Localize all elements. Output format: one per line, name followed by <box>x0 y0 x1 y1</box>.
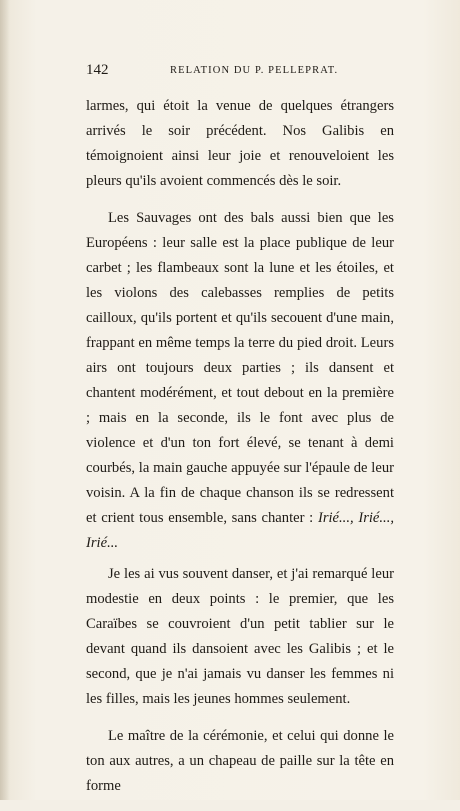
page-header <box>86 62 386 80</box>
page-gutter-shadow <box>0 0 10 800</box>
page-number: 142 <box>86 62 109 78</box>
paragraph-text: Le maître de la cérémonie, et celui qui donne le ton aux autres, a un chapeau de paille sur la tête en forme <box>86 728 394 794</box>
italic-chant: Irié..., Irié..., Irié... <box>86 510 394 551</box>
paragraph-text: larmes, qui étoit la venue de quelques étrangers arrivés le soir précédent. Nos Galibis en témoignoient ainsi leur joie et renouveloient les pleurs qu'ils avoient commencés dès le soir. <box>86 98 394 189</box>
paragraph-dances <box>86 206 394 556</box>
paragraph-text: Les Sauvages ont des bals aussi bien que les Européens : leur salle est la place publique de leur carbet ; les flambeaux sont la lune et les étoiles, et les violons des calebasses remplies de petits cailloux, qu'ils portent et qu'ils secouent d'une main, frappant en même temps la terre du pied droit. Leurs airs ont toujours deux parties ; ils dansent et chantent modérément, et tout debout en la première ; mais en la seconde, ils le font avec plus de violence et d'un ton fort élevé, se tenant à demi courbés, la main gauche appuyée sur l'épaule de leur voisin. A la fin de chaque chanson ils se redressent et crient tous ensemble, sans chanter : <box>86 210 394 526</box>
paragraph-modesty <box>86 562 394 712</box>
page-body <box>86 94 394 811</box>
running-head: RELATION DU P. PELLEPRAT. <box>170 65 339 76</box>
paragraph-continuation <box>86 94 394 194</box>
paragraph-master <box>86 724 394 799</box>
paragraph-text: Je les ai vus souvent danser, et j'ai remarqué leur modestie en deux points : le premier, que les Caraïbes se couvroient d'un petit tablier sur le devant quand ils dansoient avec les Galibis ; et le second, que je n'ai jamais vu danser les femmes ni les filles, mais les jeunes hommes seulement. <box>86 566 394 707</box>
